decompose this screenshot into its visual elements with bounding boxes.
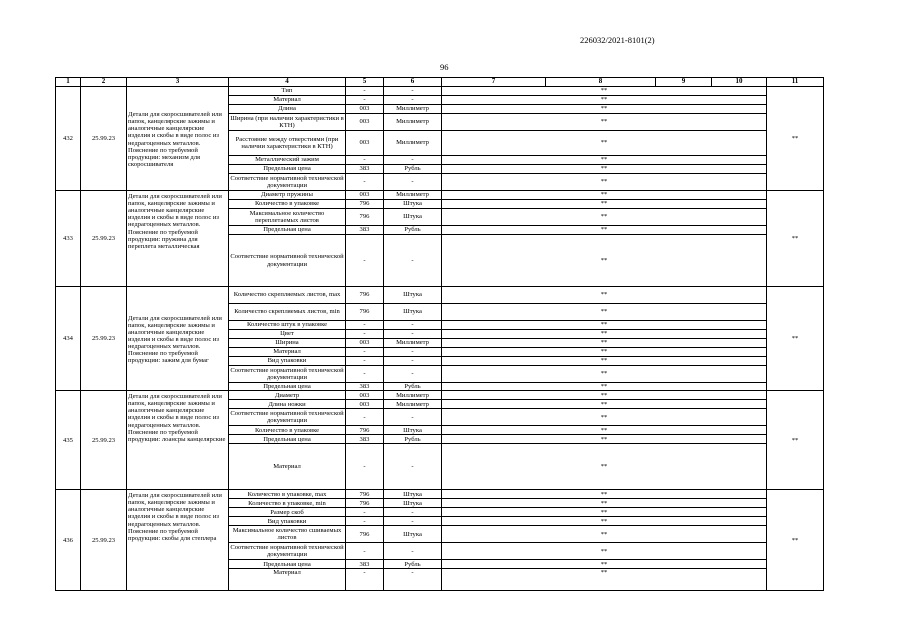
unit-code: - (346, 156, 384, 165)
characteristic-value: ** (442, 508, 767, 517)
characteristic-name: Соответствие нормативной технической документации (230, 366, 344, 381)
unit-name: Штука (384, 287, 442, 304)
characteristic-value: ** (442, 156, 767, 165)
unit-code: 003 (346, 339, 384, 348)
product-name: Детали для скоросшивателей или папок, канцелярские зажимы и аналогичные канцелярские изделия и скобы в виде полос из недрагоценных металлов. Пояснение по требуемой продукции: механизм для скоросшивателя (127, 87, 229, 191)
unit-name: Миллиметр (384, 400, 442, 409)
characteristic-name: Количество в упаковке, max (229, 490, 346, 499)
characteristic-name: Материал (229, 569, 346, 591)
unit-name: Штука (384, 304, 442, 321)
unit-name: - (384, 517, 442, 526)
col-header-10: 10 (712, 78, 767, 87)
unit-name: - (384, 87, 442, 96)
characteristic-name: Соответствие нормативной технической документации (229, 235, 346, 287)
table-row (56, 490, 824, 499)
unit-name: - (384, 96, 442, 105)
characteristic-name: Диаметр (229, 391, 346, 400)
okpd-code: 25.99.23 (81, 287, 127, 391)
unit-code: - (346, 96, 384, 105)
catalog-table (55, 77, 824, 591)
characteristic-name: Предельная цена (229, 165, 346, 174)
unit-name: Штука (384, 499, 442, 508)
characteristic-name: Длина ножки (229, 400, 346, 409)
unit-name: Миллиметр (384, 391, 442, 400)
table-row (56, 191, 824, 200)
okpd-code: 25.99.23 (81, 490, 127, 591)
unit-name: Миллиметр (384, 114, 442, 131)
unit-name: Миллиметр (384, 191, 442, 200)
product-name: Детали для скоросшивателей или папок, канцелярские зажимы и аналогичные канцелярские изделия и скобы в виде полос из недрагоценных металлов. Пояснение по требуемой продукции: лоансры канцелярские (127, 391, 229, 490)
table-row (56, 287, 824, 304)
col-header-6: 6 (384, 78, 442, 87)
unit-code: 796 (346, 490, 384, 499)
unit-code: - (346, 348, 384, 357)
unit-code: 796 (346, 526, 384, 543)
unit-code: 003 (346, 105, 384, 114)
characteristic-name: Вид упаковки (229, 357, 346, 366)
unit-code: 796 (346, 304, 384, 321)
unit-name: Рубль (384, 383, 442, 391)
characteristic-name: Вид упаковки (229, 517, 346, 526)
unit-name: Миллиметр (384, 339, 442, 348)
characteristic-name: Количество в упаковке (229, 200, 346, 209)
header-row (56, 78, 824, 87)
unit-code: 383 (346, 383, 384, 391)
characteristic-value: ** (442, 330, 767, 339)
characteristic-value: ** (442, 391, 767, 400)
characteristic-name: Тип (229, 87, 346, 96)
characteristic-name: Количество штук в упаковке (229, 321, 346, 330)
characteristic-value: ** (442, 357, 767, 366)
unit-name: Штука (384, 200, 442, 209)
okpd-code: 25.99.23 (81, 87, 127, 191)
product-name: Детали для скоросшивателей или папок, канцелярские зажимы и аналогичные канцелярские изделия и скобы в виде полос из недрагоценных металлов. Пояснение по требуемой продукции: зажим для бумаг (127, 287, 229, 391)
col-header-11: 11 (767, 78, 824, 87)
characteristic-value: ** (442, 226, 767, 235)
characteristic-value: ** (442, 165, 767, 174)
characteristic-value: ** (442, 426, 767, 435)
characteristic-value: ** (442, 200, 767, 209)
entry-number: 433 (56, 191, 81, 287)
unit-name: - (384, 569, 442, 591)
characteristic-value: ** (442, 348, 767, 357)
unit-code: 383 (346, 560, 384, 569)
characteristic-value: ** (442, 114, 767, 131)
unit-code: 383 (346, 226, 384, 235)
unit-code: - (346, 87, 384, 96)
unit-name: - (384, 156, 442, 165)
characteristic-value: ** (442, 526, 767, 543)
characteristic-name: Предельная цена (229, 383, 346, 391)
characteristic-name: Металлический зажим (229, 156, 346, 165)
characteristic-name: Соответствие нормативной технической документации (230, 410, 344, 425)
characteristic-value: ** (442, 304, 767, 321)
characteristic-name: Расстояние между отверстиями (при наличии характеристики в КТН) (229, 131, 346, 156)
unit-code: - (346, 517, 384, 526)
characteristic-value: ** (442, 543, 767, 560)
unit-name: Штука (384, 426, 442, 435)
unit-code: - (346, 444, 384, 490)
col-header-4: 4 (229, 78, 346, 87)
characteristic-name: Предельная цена (229, 560, 346, 569)
col-header-8: 8 (546, 78, 656, 87)
unit-code: - (346, 543, 384, 560)
characteristic-name: Максимальное количество сшиваемых листов (229, 526, 346, 543)
unit-code: - (346, 330, 384, 339)
unit-code: 796 (346, 287, 384, 304)
characteristic-value: ** (442, 209, 767, 226)
unit-code: - (346, 569, 384, 591)
unit-code: 003 (346, 391, 384, 400)
characteristic-value: ** (442, 105, 767, 114)
col-11-value: ** (767, 191, 824, 287)
unit-name: - (384, 174, 442, 191)
unit-name: - (384, 348, 442, 357)
characteristic-value: ** (442, 339, 767, 348)
characteristic-name: Ширина (229, 339, 346, 348)
col-11-value: ** (767, 287, 824, 391)
unit-code: 003 (346, 400, 384, 409)
characteristic-value: ** (442, 409, 767, 426)
unit-code: - (346, 508, 384, 517)
unit-code: 003 (346, 191, 384, 200)
characteristic-value: ** (442, 560, 767, 569)
unit-code: - (346, 366, 384, 383)
table-row (56, 391, 824, 400)
unit-name: Рубль (384, 226, 442, 235)
characteristic-name: Ширина (при наличии характеристики в КТН) (230, 114, 344, 129)
entry-number: 435 (56, 391, 81, 490)
page-number: 96 (440, 62, 449, 72)
unit-name: - (384, 409, 442, 426)
okpd-code: 25.99.23 (81, 191, 127, 287)
unit-name: Штука (384, 490, 442, 499)
characteristic-value: ** (442, 490, 767, 499)
characteristic-value: ** (442, 366, 767, 383)
okpd-code: 25.99.23 (81, 391, 127, 490)
characteristic-name: Размер скоб (229, 508, 346, 517)
col-header-9: 9 (656, 78, 712, 87)
unit-name: - (384, 508, 442, 517)
characteristic-name: Количество в упаковке, min (229, 499, 346, 508)
col-header-2: 2 (81, 78, 127, 87)
unit-code: - (346, 357, 384, 366)
product-name: Детали для скоросшивателей или папок, канцелярские зажимы и аналогичные канцелярские изделия и скобы в виде полос из недрагоценных металлов. Пояснение по требуемой продукции: пружина для переплета металлическая (127, 191, 229, 287)
characteristic-value: ** (442, 96, 767, 105)
characteristic-value: ** (442, 287, 767, 304)
unit-name: - (384, 444, 442, 490)
col-11-value: ** (767, 490, 824, 591)
characteristic-name: Количество в упаковке (229, 426, 346, 435)
characteristic-name: Материал (229, 96, 346, 105)
col-header-3: 3 (127, 78, 229, 87)
col-header-7: 7 (442, 78, 546, 87)
col-header-1: 1 (56, 78, 81, 87)
unit-name: Рубль (384, 435, 442, 444)
unit-name: Штука (384, 526, 442, 543)
characteristic-value: ** (442, 435, 767, 444)
entry-number: 432 (56, 87, 81, 191)
unit-code: 383 (346, 435, 384, 444)
characteristic-name: Диаметр пружины (229, 191, 346, 200)
unit-name: - (384, 321, 442, 330)
characteristic-value: ** (442, 444, 767, 490)
characteristic-value: ** (442, 383, 767, 391)
unit-name: - (384, 330, 442, 339)
characteristic-value: ** (442, 191, 767, 200)
unit-code: 796 (346, 499, 384, 508)
characteristic-name: Максимальное количество переплетаемых листов (229, 209, 346, 226)
entry-number: 436 (56, 490, 81, 591)
characteristic-name: Материал (229, 444, 346, 490)
characteristic-name: Материал (229, 348, 346, 357)
characteristic-value: ** (442, 569, 767, 591)
unit-code: - (346, 409, 384, 426)
unit-name: Штука (384, 209, 442, 226)
col-11-value: ** (767, 87, 824, 191)
unit-name: Рубль (384, 560, 442, 569)
document-number: 226032/2021-8101(2) (580, 35, 655, 45)
unit-name: Рубль (384, 165, 442, 174)
characteristic-name: Количество скрепляемых листов, min (229, 304, 346, 321)
characteristic-name: Количество скрепляемых листов, max (229, 287, 346, 304)
product-name: Детали для скоросшивателей или папок, канцелярские зажимы и аналогичные канцелярские изделия и скобы в виде полос из недрагоценных металлов. Пояснение по требуемой продукции: скобы для степлера (127, 490, 229, 591)
unit-code: 383 (346, 165, 384, 174)
unit-code: 796 (346, 209, 384, 226)
characteristic-value: ** (442, 235, 767, 287)
unit-code: - (346, 321, 384, 330)
unit-code: - (346, 174, 384, 191)
unit-name: Миллиметр (384, 105, 442, 114)
unit-code: 796 (346, 200, 384, 209)
characteristic-value: ** (442, 174, 767, 191)
table-row (56, 87, 824, 96)
unit-code: 796 (346, 426, 384, 435)
characteristic-value: ** (442, 400, 767, 409)
unit-code: 003 (346, 114, 384, 131)
unit-code: - (346, 235, 384, 287)
characteristic-name: Длина (229, 105, 346, 114)
unit-name: Миллиметр (384, 131, 442, 156)
col-header-5: 5 (346, 78, 384, 87)
characteristic-value: ** (442, 499, 767, 508)
unit-name: - (384, 235, 442, 287)
characteristic-name: Предельная цена (229, 435, 346, 444)
unit-name: - (384, 366, 442, 383)
unit-name: - (384, 357, 442, 366)
unit-name: - (384, 543, 442, 560)
characteristic-value: ** (442, 321, 767, 330)
characteristic-value: ** (442, 87, 767, 96)
characteristic-name: Соответствие нормативной технической документации (230, 174, 344, 189)
unit-code: 003 (346, 131, 384, 156)
entry-number: 434 (56, 287, 81, 391)
characteristic-value: ** (442, 517, 767, 526)
characteristic-name: Предельная цена (229, 226, 346, 235)
characteristic-value: ** (442, 131, 767, 156)
characteristic-name: Соответствие нормативной технической документации (230, 544, 344, 559)
col-11-value: ** (767, 391, 824, 490)
characteristic-name: Цвет (229, 330, 346, 339)
